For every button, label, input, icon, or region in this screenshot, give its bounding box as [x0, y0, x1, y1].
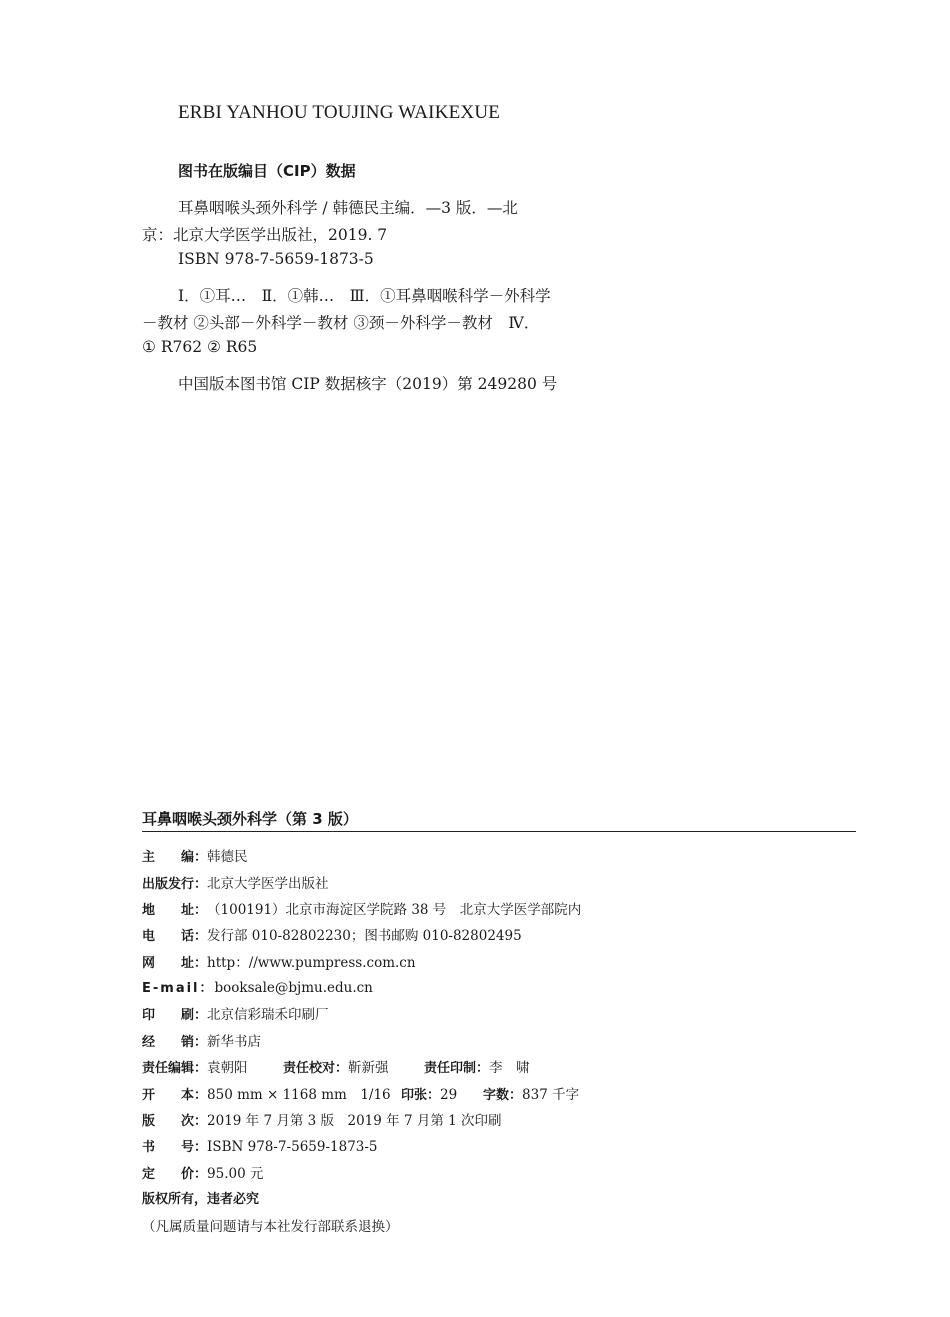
row-publisher — [142, 872, 329, 892]
cip-approval: 中国版本图书馆 CIP 数据核字（2019）第 249280 号 — [178, 375, 558, 393]
pinyin-title: ERBI YANHOU TOUJING WAIKEXUE — [178, 102, 501, 123]
value-publisher: 北京大学医学出版社 — [207, 876, 329, 892]
label-edition: 版 次： — [142, 1114, 208, 1129]
label-resp-editor: 责任编辑： — [142, 1061, 208, 1076]
label-words: 字数： — [483, 1088, 523, 1103]
label-publisher: 出版发行： — [142, 877, 208, 892]
cip-subject-line-3: ① R762 ② R65 — [142, 338, 258, 356]
label-resp-proof: 责任校对： — [283, 1061, 349, 1076]
value-book-number: ISBN 978-7-5659-1873-5 — [207, 1139, 378, 1155]
value-format: 850 mm × 1168 mm 1/16 — [207, 1087, 391, 1103]
row-format — [142, 1083, 579, 1103]
cip-heading: 图书在版编目（CIP）数据 — [178, 162, 356, 180]
label-sheets: 印张： — [401, 1088, 441, 1103]
row-price — [142, 1162, 263, 1182]
value-resp-editor: 袁朝阳 — [207, 1060, 248, 1076]
label-phone: 电 话： — [142, 929, 208, 944]
row-phone — [142, 924, 522, 944]
label-printer: 印 刷： — [142, 1008, 208, 1023]
cip-line-2: 京：北京大学医学出版社，2019. 7 — [142, 226, 388, 244]
value-printer: 北京信彩瑞禾印刷厂 — [207, 1007, 329, 1023]
label-website: 网 址： — [142, 956, 208, 971]
info-title: 耳鼻咽喉头颈外科学（第 3 版） — [142, 810, 358, 828]
cip-subject-line-1: Ⅰ．①耳… Ⅱ．①韩… Ⅲ．①耳鼻咽喉科学－外科学 — [178, 287, 551, 305]
value-words: 837 千字 — [522, 1087, 580, 1103]
row-responsibility — [142, 1056, 530, 1076]
row-distributor — [142, 1030, 261, 1050]
cip-isbn: ISBN 978-7-5659-1873-5 — [178, 250, 374, 268]
row-edition — [142, 1109, 502, 1129]
label-book-number: 书 号： — [142, 1140, 208, 1155]
label-editor: 主 编： — [142, 850, 208, 865]
label-distributor: 经 销： — [142, 1035, 208, 1050]
row-book-number — [142, 1136, 378, 1155]
label-price: 定 价： — [142, 1167, 208, 1182]
row-copyright — [142, 1188, 259, 1207]
cip-line-1: 耳鼻咽喉头颈外科学 / 韩德民主编．—3 版．—北 — [178, 199, 518, 217]
value-edition: 2019 年 7 月第 3 版 2019 年 7 月第 1 次印刷 — [207, 1113, 502, 1129]
row-return-note — [142, 1215, 399, 1235]
copyright-notice: 版权所有，违者必究 — [142, 1192, 260, 1207]
value-sheets: 29 — [440, 1087, 458, 1103]
value-price: 95.00 元 — [207, 1166, 264, 1182]
row-website — [142, 951, 416, 971]
label-format: 开 本： — [142, 1088, 208, 1103]
row-printer — [142, 1003, 329, 1023]
row-email — [142, 977, 373, 996]
row-address — [142, 898, 581, 918]
value-resp-proof: 靳新强 — [348, 1060, 389, 1076]
return-note: （凡属质量问题请与本社发行部联系退换） — [142, 1219, 399, 1235]
cip-subject-line-2: －教材 ②头部－外科学－教材 ③颈－外科学－教材 Ⅳ． — [142, 314, 540, 332]
value-resp-print: 李 啸 — [489, 1060, 530, 1076]
value-address: （100191）北京市海淀区学院路 38 号 北京大学医学部院内 — [207, 902, 582, 918]
value-phone: 发行部 010-82802230；图书邮购 010-82802495 — [207, 928, 522, 944]
value-editor: 韩德民 — [207, 849, 248, 865]
label-address: 地 址： — [142, 903, 208, 918]
label-email: E-mail： — [142, 981, 215, 996]
row-editor — [142, 845, 248, 865]
value-website: http：//www.pumpress.com.cn — [207, 955, 416, 971]
value-email: booksale@bjmu.edu.cn — [214, 980, 373, 996]
label-resp-print: 责任印制： — [424, 1061, 490, 1076]
value-distributor: 新华书店 — [207, 1034, 262, 1050]
divider-line — [142, 831, 856, 832]
